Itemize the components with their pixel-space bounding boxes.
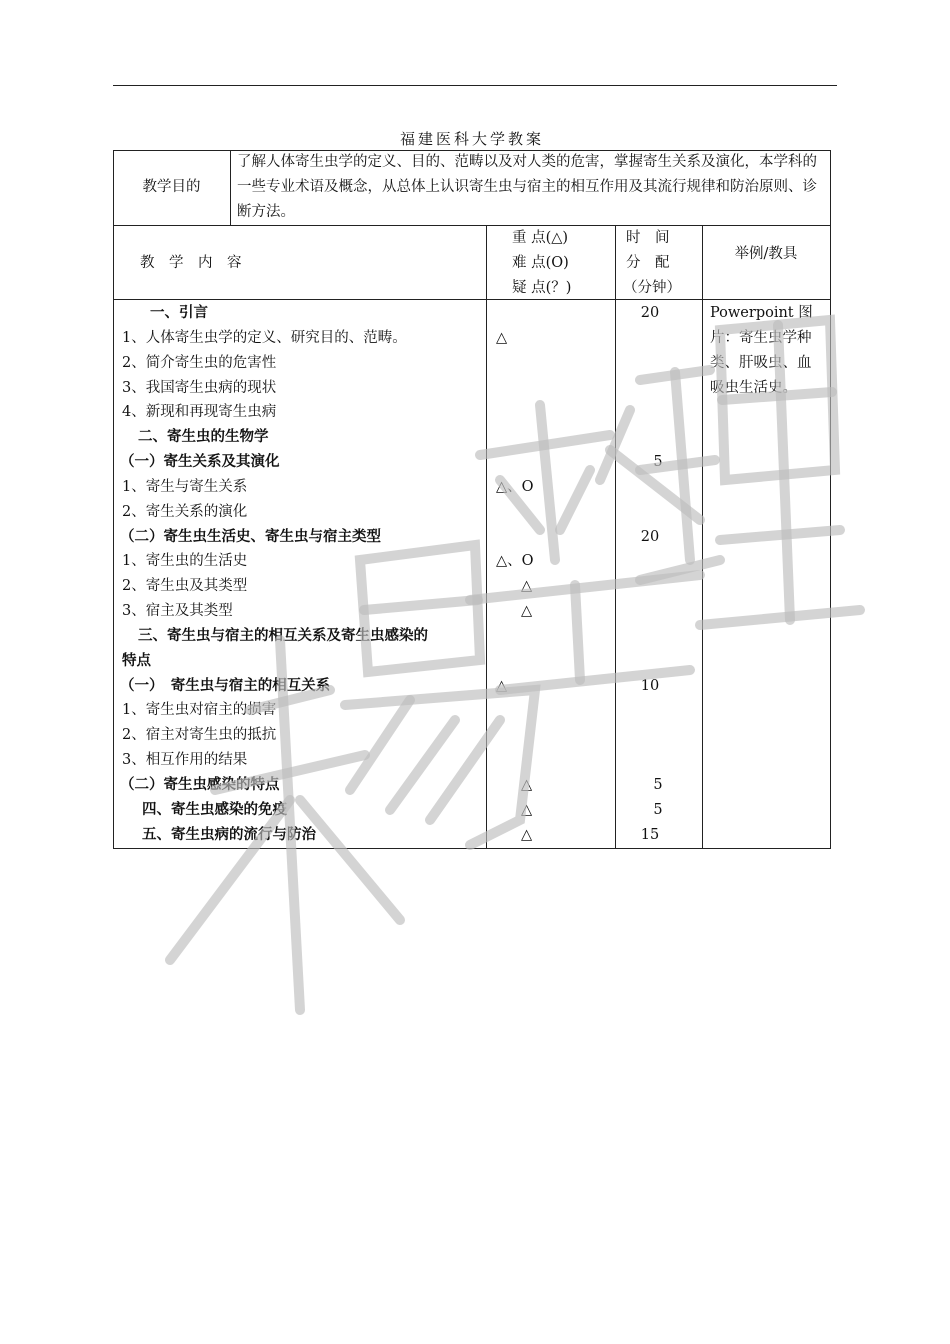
document-title: 福建医科大学教案 [399, 130, 544, 148]
row-key: △ [521, 578, 533, 594]
header-key-difficulty: 难 点(O) [512, 255, 569, 271]
header-key-doubt: 疑 点(？) [512, 280, 572, 296]
row-text: 三、寄生虫与宿主的相互关系及寄生虫感染的 [138, 628, 428, 644]
row-key: △ [496, 330, 508, 346]
row-time: 5 [653, 454, 663, 470]
header-time-1: 时 间 [626, 230, 670, 246]
row-text: （一） 寄生虫与宿主的相互关系 [120, 678, 331, 694]
table-border-left [113, 150, 114, 849]
row-text: 二、寄生虫的生物学 [138, 429, 269, 445]
row-text: 特点 [122, 653, 151, 669]
table-divider-purpose [113, 225, 831, 226]
row-text: 1、寄生与寄生关系 [122, 479, 248, 495]
row-text: （一）寄生关系及其演化 [120, 454, 280, 470]
top-rule [113, 85, 837, 86]
row-key: △、O [496, 479, 534, 495]
header-time-2: 分 配 [626, 255, 670, 271]
row-time: 5 [653, 777, 663, 793]
row-time: 15 [640, 827, 660, 843]
row-time: 10 [640, 678, 660, 694]
table-border-bottom [113, 848, 831, 849]
table-border-right [830, 150, 831, 849]
column-divider-example [702, 225, 703, 849]
row-key: △ [521, 827, 533, 843]
row-text: 1、寄生虫的生活史 [122, 553, 248, 569]
row-text: 1、人体寄生虫学的定义、研究目的、范畴。 [122, 330, 407, 346]
row-time: 20 [640, 529, 660, 545]
purpose-label: 教学目的 [142, 179, 201, 195]
row-key: △ [521, 777, 533, 793]
row-key: △ [521, 802, 533, 818]
row-text: 3、相互作用的结果 [122, 752, 248, 768]
example-line-1: Powerpoint 图 [710, 305, 813, 321]
header-time-3: （分钟） [623, 280, 681, 296]
row-text: 3、宿主及其类型 [122, 603, 233, 619]
example-line-2: 片：寄生虫学种 [710, 330, 812, 346]
column-divider-key [486, 225, 487, 849]
header-example: 举例/教具 [734, 246, 798, 262]
row-text: 3、我国寄生虫病的现状 [122, 380, 277, 396]
purpose-label-divider [230, 150, 231, 225]
row-text: （二）寄生虫感染的特点 [120, 777, 280, 793]
row-time: 5 [653, 802, 663, 818]
row-text: 四、寄生虫感染的免疫 [142, 802, 287, 818]
row-text: 2、简介寄生虫的危害性 [122, 355, 277, 371]
row-text: 4、新现和再现寄生虫病 [122, 404, 277, 420]
table-divider-header [113, 299, 831, 300]
purpose-text: 了解人体寄生虫学的定义、目的、范畴以及对人类的危害，掌握寄生关系及演化，本学科的一些专业术语及概念，从总体上认识寄生虫与宿主的相互作用及其流行规律和防治原则、诊断方法。 [237, 154, 817, 220]
row-key: △、O [496, 553, 534, 569]
row-key: △ [496, 678, 508, 694]
example-line-4: 吸虫生活史。 [710, 380, 797, 396]
row-text: 2、宿主对寄生虫的抵抗 [122, 727, 277, 743]
header-key-emphasis: 重 点(△) [512, 230, 569, 246]
row-text: 1、寄生虫对宿主的损害 [122, 702, 277, 718]
row-text: 2、寄生虫及其类型 [122, 578, 248, 594]
header-content: 教 学 内 容 [140, 255, 242, 271]
row-time: 20 [640, 305, 660, 321]
row-text: 一、引言 [150, 305, 208, 321]
row-text: 五、寄生虫病的流行与防治 [142, 827, 316, 843]
row-key: △ [521, 603, 533, 619]
example-line-3: 类、肝吸虫、血 [710, 355, 812, 371]
row-text: （二）寄生虫生活史、寄生虫与宿主类型 [120, 529, 381, 545]
row-text: 2、寄生关系的演化 [122, 504, 248, 520]
